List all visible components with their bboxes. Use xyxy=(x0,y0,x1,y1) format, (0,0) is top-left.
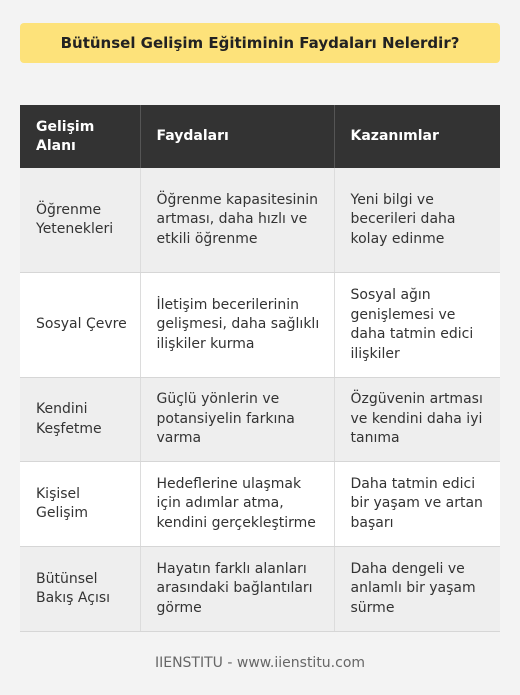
table-cell-area: Bütünsel Bakış Açısı xyxy=(20,547,140,632)
table-cell-gain: Daha dengeli ve anlamlı bir yaşam sürme xyxy=(334,547,500,632)
benefits-table xyxy=(20,105,500,632)
table-cell-area: Öğrenme Yetenekleri xyxy=(20,168,140,273)
table-cell-area: Kişisel Gelişim xyxy=(20,462,140,547)
table-cell-benefit: İletişim becerilerinin gelişmesi, daha sağlıklı ilişkiler kurma xyxy=(140,273,334,378)
table-cell-gain: Sosyal ağın genişlemesi ve daha tatmin edici ilişkiler xyxy=(334,273,500,378)
table-row xyxy=(20,378,500,462)
table-cell-area: Sosyal Çevre xyxy=(20,273,140,378)
table-row xyxy=(20,168,500,273)
table-cell-benefit: Hayatın farklı alanları arasındaki bağlantıları görme xyxy=(140,547,334,632)
table-header-row xyxy=(20,105,500,168)
table-cell-gain: Özgüvenin artması ve kendini daha iyi tanıma xyxy=(334,378,500,462)
table-row xyxy=(20,462,500,547)
header-gelisim-alani: Gelişim Alanı xyxy=(20,105,140,168)
table-cell-gain: Yeni bilgi ve becerileri daha kolay edinme xyxy=(334,168,500,273)
header-faydalari: Faydaları xyxy=(140,105,334,168)
table-cell-benefit: Hedeflerine ulaşmak için adımlar atma, kendini gerçekleştirme xyxy=(140,462,334,547)
table-cell-gain: Daha tatmin edici bir yaşam ve artan başarı xyxy=(334,462,500,547)
page-title: Bütünsel Gelişim Eğitiminin Faydaları Nelerdir? xyxy=(20,23,500,63)
footer-credit: IIENSTITU - www.iienstitu.com xyxy=(154,655,366,671)
header-kazanimlar: Kazanımlar xyxy=(334,105,500,168)
table-cell-benefit: Öğrenme kapasitesinin artması, daha hızlı ve etkili öğrenme xyxy=(140,168,334,273)
table-cell-area: Kendini Keşfetme xyxy=(20,378,140,462)
table-row xyxy=(20,273,500,378)
table-row xyxy=(20,547,500,632)
table-cell-benefit: Güçlü yönlerin ve potansiyelin farkına varma xyxy=(140,378,334,462)
